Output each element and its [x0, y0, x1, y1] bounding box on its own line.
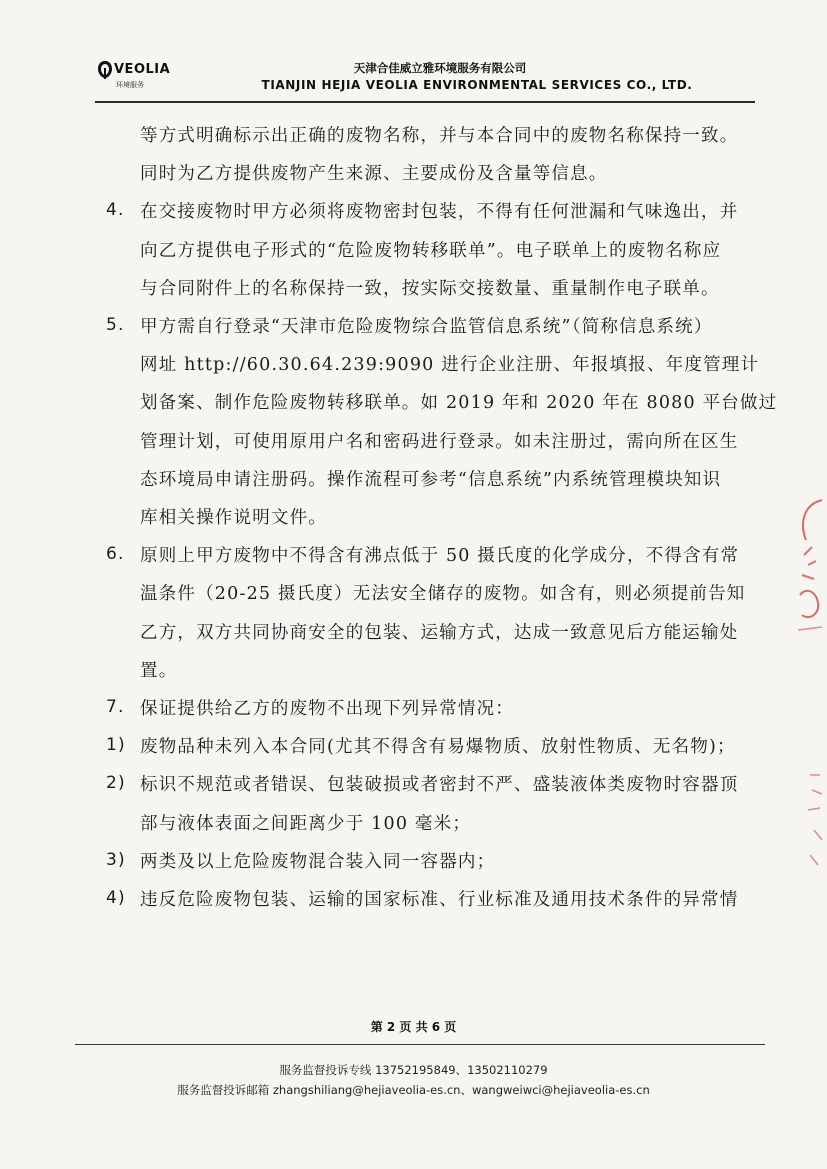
list-marker: 1): [106, 735, 126, 756]
body-line: 违反危险废物包装、运输的国家标准、行业标准及通用技术条件的异常情: [140, 890, 739, 910]
seal-stamp-fragment-lower: [800, 770, 827, 870]
list-marker: 4): [106, 888, 126, 908]
page-number: 第 2 页 共 6 页: [370, 1020, 457, 1034]
letterhead: [95, 56, 735, 102]
veolia-logo-icon: [97, 60, 113, 80]
complaint-hotline: 服务监督投诉专线 13752195849、13502110279: [279, 1063, 548, 1077]
list-marker: 5.: [106, 315, 125, 335]
body-line: 温条件（20-25 摄氏度）无法安全储存的废物。如含有，则必须提前告知: [140, 584, 746, 605]
list-marker: 4.: [106, 200, 125, 221]
header-divider: [95, 101, 755, 103]
body-line: 态环境局申请注册码。操作流程可参考“信息系统”内系统管理模块知识: [140, 469, 722, 490]
list-marker: 6.: [106, 544, 125, 565]
body-line: 同时为乙方提供废物产生来源、主要成份及含量等信息。: [140, 164, 608, 185]
body-line: 向乙方提供电子形式的“危险废物转移联单”。电子联单上的废物名称应: [140, 240, 722, 261]
body-line: 网址 http://60.30.64.239:9090 进行企业注册、年报填报、年度管理计: [140, 355, 760, 376]
body-line: 等方式明确标示出正确的废物名称，并与本合同中的废物名称保持一致。: [140, 126, 739, 146]
logo-wordmark: VEOLIA: [114, 62, 171, 77]
body-line: 废物品种未列入本合同(尤其不得含有易爆物质、放射性物质、无名物)；: [140, 737, 736, 758]
body-line: 库相关操作说明文件。: [140, 508, 327, 528]
body-line: 管理计划，可使用原用户名和密码进行登录。如未注册过，需向所在区生: [140, 431, 739, 452]
complaint-email: 服务监督投诉邮箱 zhangshiliang@hejiaveolia-es.cn、wangweiwci@hejiaveolia-es.cn: [177, 1083, 650, 1097]
list-marker: 2): [106, 773, 126, 794]
body-line: 保证提供给乙方的废物不出现下列异常情况：: [140, 699, 514, 719]
body-line: 部与液体表面之间距离少于 100 毫米；: [140, 813, 472, 834]
body-line: 与合同附件上的名称保持一致，按实际交接数量、重量制作电子联单。: [140, 278, 720, 299]
footer-divider: [75, 1044, 765, 1045]
body-line: 乙方，双方共同协商安全的包装、运输方式，达成一致意见后方能运输处: [140, 622, 739, 643]
body-line: 甲方需自行登录“天津市危险废物综合监管信息系统”（简称信息系统）: [140, 317, 713, 337]
logo-subtitle: 环境服务: [116, 81, 144, 89]
list-marker: 3): [106, 849, 126, 870]
body-line: 标识不规范或者错误、包装破损或者密封不严、盛装液体类废物时容器顶: [140, 775, 739, 796]
body-line: 划备案、制作危险废物转移联单。如 2019 年和 2020 年在 8080 平台做过: [140, 393, 778, 414]
body-line: 置。: [140, 660, 178, 681]
seal-stamp-fragment: [792, 495, 827, 645]
company-name-cn: 天津合佳威立雅环境服务有限公司: [353, 61, 527, 75]
list-marker: 7.: [106, 697, 125, 717]
veolia-logo: [95, 58, 175, 94]
body-line: 在交接废物时甲方必须将废物密封包装，不得有任何泄漏和气味逸出，并: [140, 202, 739, 223]
body-line: 两类及以上危险废物混合装入同一容器内；: [140, 851, 496, 872]
company-name-en: TIANJIN HEJIA VEOLIA ENVIRONMENTAL SERVICES CO., LTD.: [261, 78, 693, 92]
body-line: 原则上甲方废物中不得含有沸点低于 50 摄氏度的化学成分，不得含有常: [140, 546, 740, 567]
